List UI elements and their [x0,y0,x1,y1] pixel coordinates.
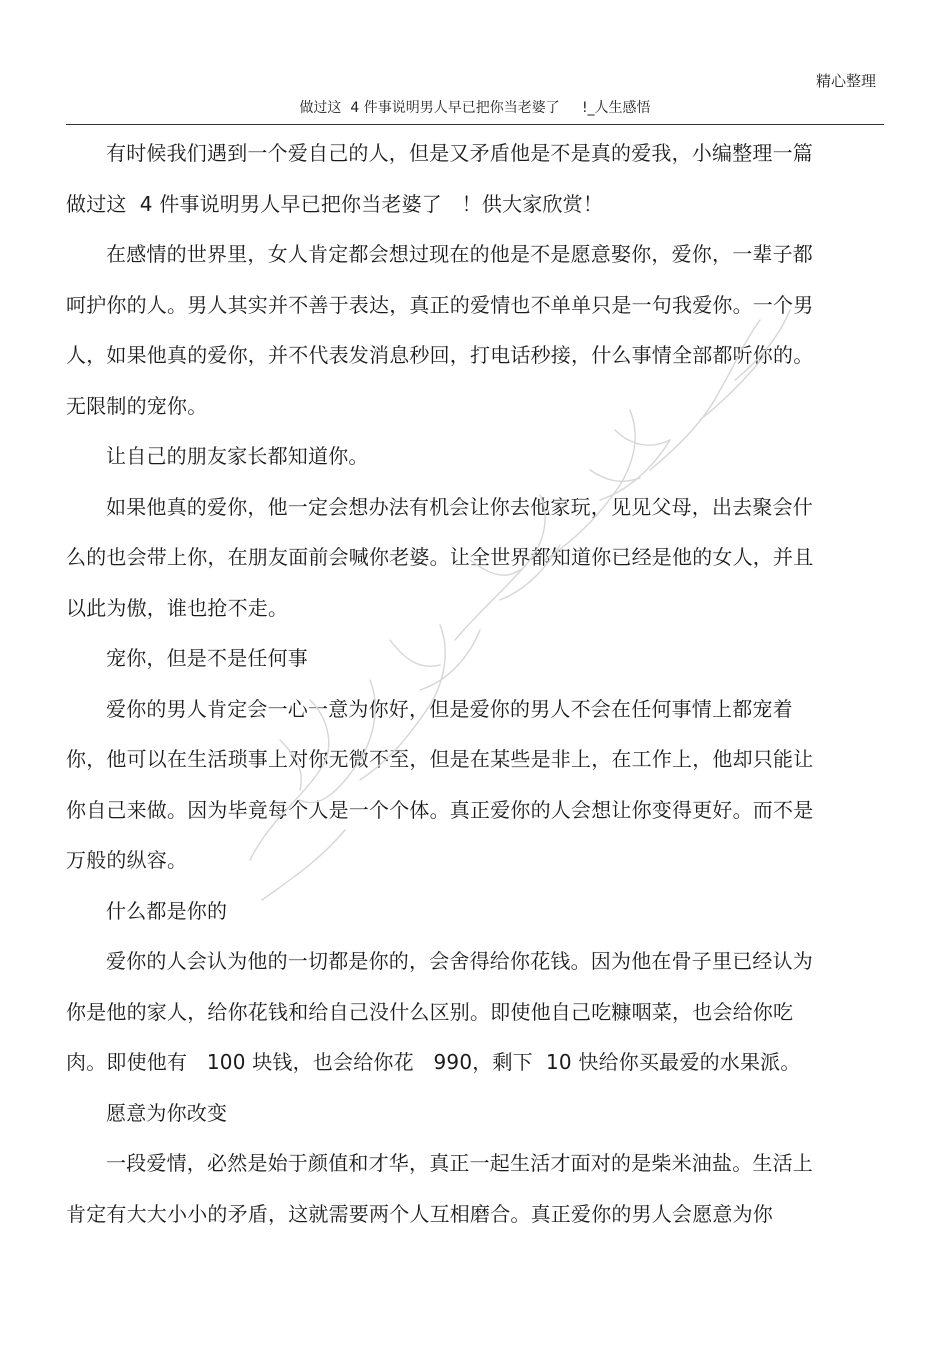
paragraph: 如果他真的爱你，他一定会想办法有机会让你去他家玩，见见父母，出去聚会什么的也会带上你，在朋友面前会喊你老婆。让全世界都知道你已经是他的女人，并且以此为傲，谁也抢不走。 [66,494,814,620]
header-divider [66,124,884,125]
paragraph-intro: 有时候我们遇到一个爱自己的人，但是又矛盾他是不是真的爱我，小编整理一篇做过这 4 件事说明男人早已把你当老婆了 ！供大家欣赏！ [66,141,813,216]
document-body [66,128,826,1239]
paragraph: 在感情的世界里，女人肯定都会想过现在的他是不是愿意娶你，爱你，一辈子都呵护你的人。男人其实并不善于表达，真正的爱情也不单单只是一句我爱你。一个男人，如果他真的爱你，并不代表发消息秒回，打电话秒接，什么事情全部都听你的。无限制的宠你。 [66,242,814,418]
section-heading: 愿意为你改变 [106,1100,228,1125]
corner-label: 精心整理 [815,72,876,90]
paragraph: 爱你的男人肯定会一心一意为你好，但是爱你的男人不会在任何事情上都宠着你，他可以在生活琐事上对你无微不至，但是在某些是非上，在工作上，他却只能让你自己来做。因为毕竟每个人是一个个体。真正爱你的人会想让你变得更好。而不是万般的纵容。 [66,696,814,872]
section-heading: 让自己的朋友家长都知道你。 [106,444,369,468]
section-heading: 宠你，但是不是任何事 [106,646,308,670]
document-header-title: 做过这 4 件事说明男人早已把你当老婆了 !_人生感悟 [299,100,651,116]
section-heading: 什么都是你的 [106,898,228,923]
paragraph: 爱你的人会认为他的一切都是你的，会舍得给你花钱。因为他在骨子里已经认为你是他的家人，给你花钱和给自己没什么区别。即使他自己吃糠咽菜，也会给你吃肉。即使他有 100 块钱，也会给你花 990，剩下 10 快给你买最爱的水果派。 [66,949,813,1074]
paragraph: 一段爱情，必然是始于颜值和才华，真正一起生活才面对的是柴米油盐。生活上肯定有大大小小的矛盾，这就需要两个人互相磨合。真正爱你的男人会愿意为你 [66,1151,813,1226]
